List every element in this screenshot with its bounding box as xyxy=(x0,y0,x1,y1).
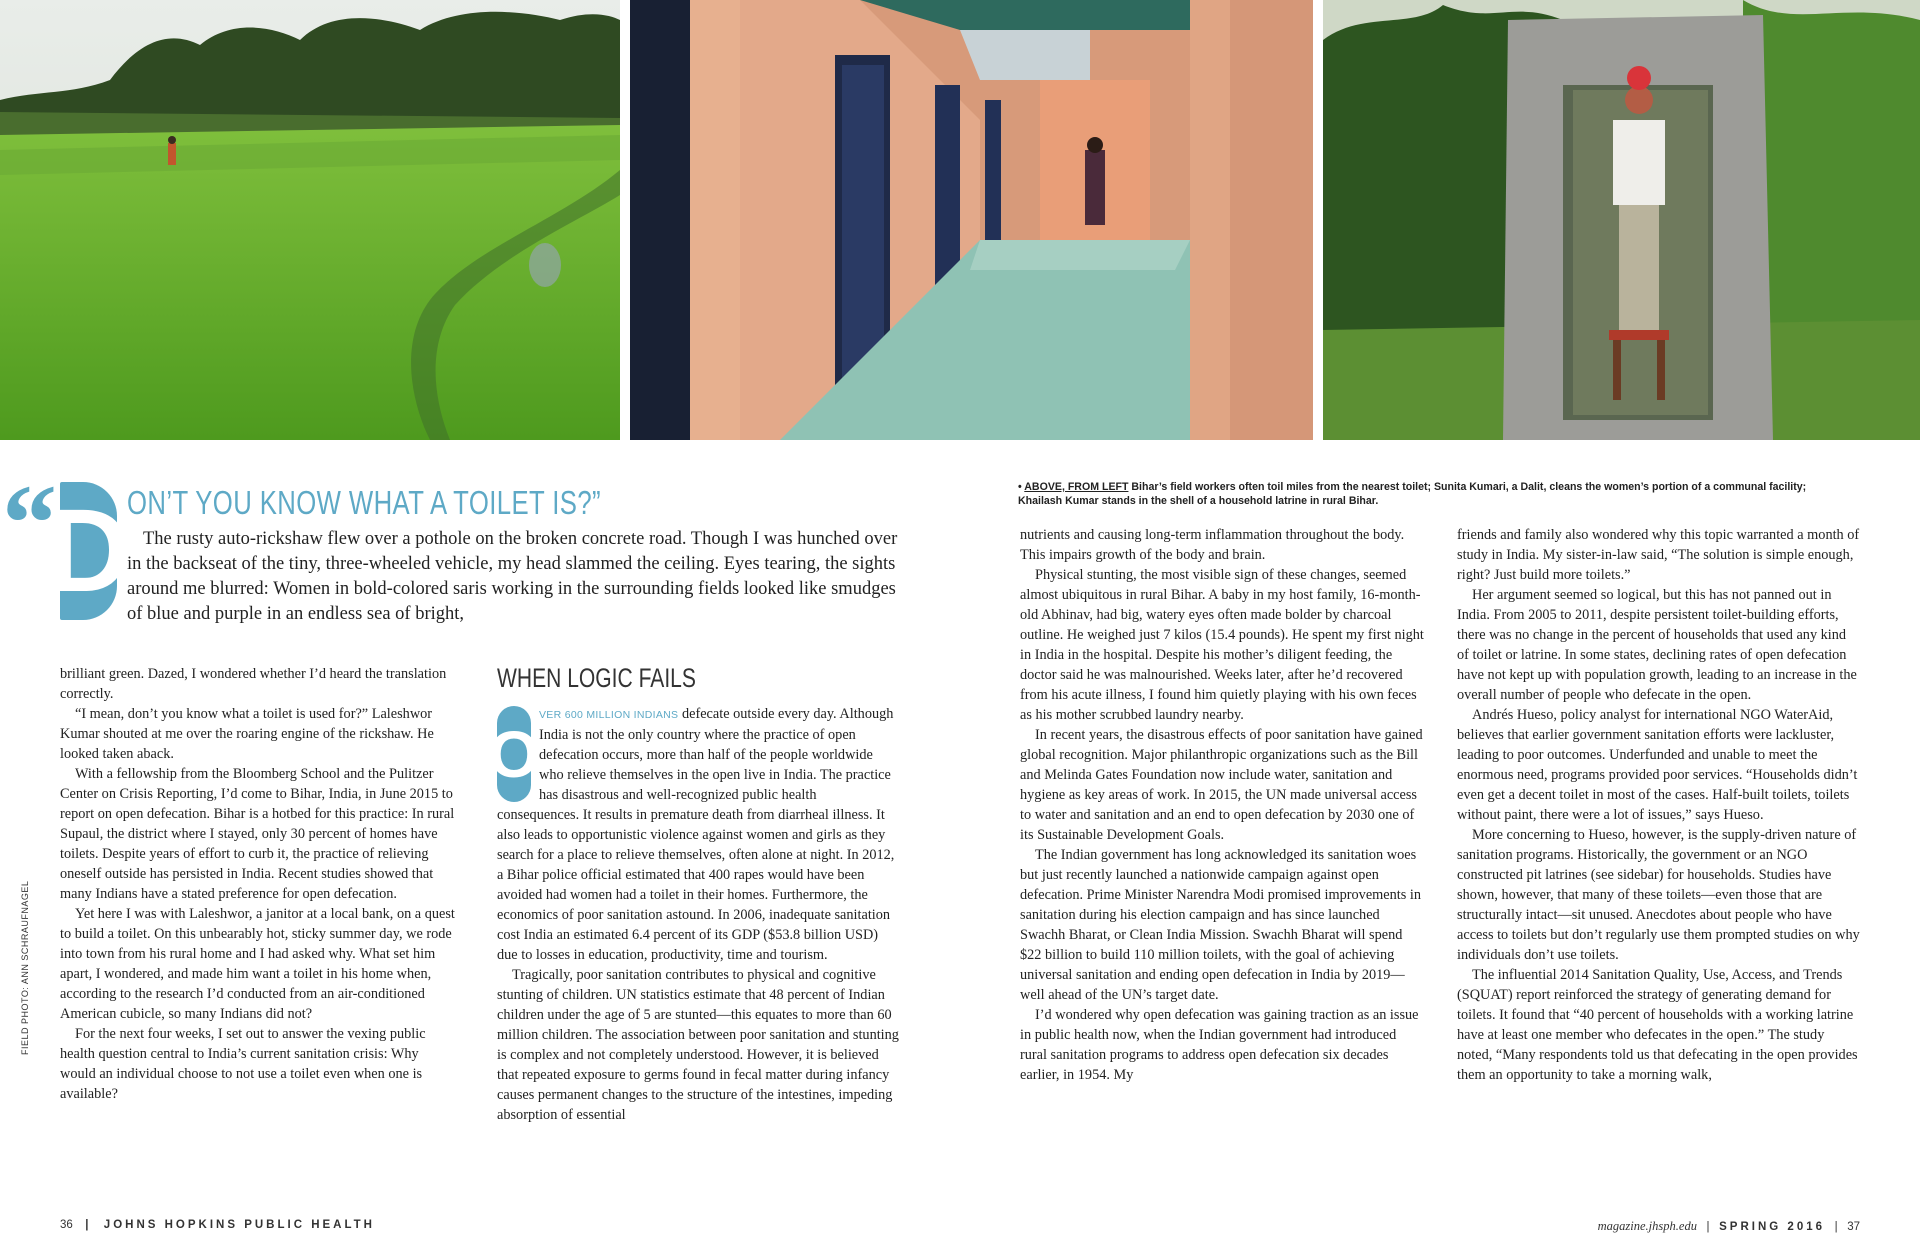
paragraph: I’d wondered why open defecation was gaining traction as an issue in public health now, when the Indian government had introduced rural sanitation programs to address open defecation six decades earlier, in 1954. My xyxy=(1020,1007,1419,1083)
intro-text: The rusty auto-rickshaw flew over a pothole on the broken concrete road. Though I was hunched over in the backseat of the tiny, three-wheeled vehicle, my head slammed the ceiling. Eyes tearing, the sights around me blurred: Women in bold-colored saris working in the surrounding fields looked like smudges of blue and purple in an endless sea of bright, xyxy=(127,529,898,624)
caption-text: Bihar’s field workers often toil miles from the nearest toilet; Sunita Kumari, a Dalit, cleans the women’s portion of a communal facility; Khailash Kumar stands in the shell of a household latrine in rural Bihar. xyxy=(1018,481,1807,507)
paragraph: With a fellowship from the Bloomberg School and the Pulitzer Center on Crisis Reporting, I’d come to Bihar, India, in June 2015 to report on open defecation. Bihar is a hotbed for this practice: In rural Supaul, the district where I stayed, only 30 percent of homes have toilets. Despite years of effort to curb it, the practice of relieving oneself outside has persisted in India. Recent studies showed that many Indians have a stated preference for open defecation. xyxy=(60,766,455,902)
paragraph: More concerning to Hueso, however, is the supply-driven nature of sanitation programs. Historically, the government or an NGO constructed pit latrines (see sidebar) for households. Studies have shown, however, that many of these toilets—even those that are structurally intact—sit unused. Anecdotes about people who have access to toilets but don’t regularly use them prompted studies on why individuals don’t use toilets. xyxy=(1457,827,1860,963)
publication-name: JOHNS HOPKINS PUBLIC HEALTH xyxy=(103,1219,375,1231)
paragraph: In recent years, the disastrous effects of poor sanitation have gained global recognition. Major philanthropic organizations such as the Bill and Melinda Gates Foundation now include water, sanitation and hygiene as key areas of work. In 2015, the UN made universal access to water and sanitation and an end to open defecation by 2030 one of its Sustainable Development Goals. xyxy=(1020,727,1423,843)
paragraph: Physical stunting, the most visible sign of these changes, seemed almost ubiquitous in rural Bihar. A baby in my host family, 16-month-old Abhinav, had big, watery eyes often made bolder by charcoal outline. He weighed just 7 kilos (15.4 pounds). He spent my first night in India in the hospital. Despite his mother’s diligent feeding, the doctor said he was malnourished. Weeks later, after he’d recovered from his acute illness, I found him quietly playing with his own feces as his mother scrubbed laundry nearby. xyxy=(1020,567,1424,723)
photo-rice-field xyxy=(0,0,620,440)
magazine-url: magazine.jhsph.edu xyxy=(1597,1219,1697,1233)
photo-communal-facility xyxy=(630,0,1313,440)
caption-lead: ABOVE, FROM LEFT xyxy=(1024,481,1129,493)
paragraph: Yet here I was with Laleshwor, a janitor at a local bank, on a quest to build a toilet. On this unbearably hot, sticky summer day, we rode into town from his rural home and I had asked why. What set him apart, I wondered, and made him want a toilet in his home when, according to the research I’d conducted from an air-conditioned American cubicle, so many Indians did not? xyxy=(60,906,455,1022)
photo-latrine-shell xyxy=(1323,0,1920,440)
paragraph: brilliant green. Dazed, I wondered whether I’d heard the translation correctly. xyxy=(60,666,447,702)
issue-season: SPRING 2016 xyxy=(1719,1221,1826,1233)
intro-paragraph xyxy=(127,527,912,627)
paragraph: friends and family also wondered why this topic warranted a month of study in India. My sister-in-law said, “The solution is simple enough, right? Just build more toilets.” xyxy=(1457,527,1860,583)
page-number-left: 36 xyxy=(60,1219,73,1231)
caption-bullet: • xyxy=(1018,481,1022,493)
photo-caption xyxy=(1018,480,1848,508)
footer-separator: | xyxy=(1834,1221,1838,1233)
paragraph: For the next four weeks, I set out to answer the vexing public health question central to India’s current sanitation crisis: Why would an individual choose to not use a toilet even when one is available? xyxy=(60,1026,426,1102)
body-column-2 xyxy=(488,704,900,1125)
footer-left xyxy=(60,1219,375,1231)
footer-right xyxy=(1598,1219,1860,1234)
body-column-3 xyxy=(1020,525,1424,1085)
paragraph-rest: defecate outside every day. Although India is not the only country where the practice of open defecation occurs, more than half of the people worldwide who relieve themselves in the open live in India. The practice has disastrous and well-recognized public health consequences. It results in premature death from diarrheal illness. It also leads to opportunistic violence against women and girls as they search for a place to relieve themselves, often alone at night. In 2012, a Bihar police official estimated that 400 rapes would have been avoided had women had a toilet in their homes. Furthermore, the economics of poor sanitation astound. In 2006, inadequate sanitation cost India an estimated 6.4 percent of its GDP ($53.8 billion USD) due to losses in education, productivity, time and tourism. xyxy=(497,706,895,963)
paragraph: The influential 2014 Sanitation Quality, Use, Access, and Trends (SQUAT) report reinforced the strategy of generating demand for toilets. It found that “40 percent of households with a working latrine have at least one member who defecates in the open.” The study noted, “Many respondents told us that defecating in the open provides them an opportunity to take a morning walk, xyxy=(1457,967,1858,1083)
section-drop-cap: O xyxy=(497,706,531,802)
headline-drop-cap: D xyxy=(60,482,117,620)
headline: ON’T YOU KNOW WHAT A TOILET IS?” xyxy=(127,484,602,521)
page-number-right: 37 xyxy=(1847,1221,1860,1233)
paragraph: Her argument seemed so logical, but this has not panned out in India. From 2005 to 2011, despite persistent toilet-building efforts, there was no change in the percent of households that used any kind of toilet or latrine. In some states, declining rates of open defecation have not kept up with population growth, leading to an increase in the overall number of people who defecate in the open. xyxy=(1457,587,1857,703)
paragraph: The Indian government has long acknowledged its sanitation woes but just recently launched a nationwide campaign against open defecation. Prime Minister Narendra Modi promised improvements in sanitation during his election campaign and has since launched Swachh Bharat, or Clean India Mission. Swachh Bharat will spend $22 billion to build 110 million toilets, with the goal of achieving universal sanitation and ending open defecation in India by 2019—well ahead of the UN’s target date. xyxy=(1020,847,1422,1003)
paragraph xyxy=(488,704,900,965)
paragraph: Andrés Hueso, policy analyst for international NGO WaterAid, believes that earlier government sanitation efforts were lackluster, leading to poor outcomes. Underfunded and unable to meet the enormous need, programs provided poor services. “Households didn’t even get a decent toilet in most of the cases. Half-built toilets, toilets without paint, there were a lot of issues,” says Hueso. xyxy=(1457,707,1858,823)
paragraph: nutrients and causing long-term inflammation throughout the body. This impairs growth of the body and brain. xyxy=(1020,527,1405,563)
paragraph: “I mean, don’t you know what a toilet is used for?” Laleshwor Kumar shouted at me over the roaring engine of the rickshaw. He looked taken aback. xyxy=(60,706,434,762)
footer-separator: | xyxy=(1706,1221,1710,1233)
paragraph: Tragically, poor sanitation contributes to physical and cognitive stunting of children. UN statistics estimate that 48 percent of Indian children under the age of 5 are stunted—this equates to more than 60 million children. The association between poor sanitation and stunting is complex and not completely understood. However, it is believed that repeated exposure to germs found in fecal matter during infancy causes permanent changes to the structure of the intestines, impeding absorption of essential xyxy=(497,967,899,1123)
body-column-1 xyxy=(60,664,456,1104)
photo-credit: FIELD PHOTO: ANN SCHRAUFNAGEL xyxy=(20,880,30,1055)
lead-caps: VER 600 MILLION INDIANS xyxy=(539,709,679,721)
section-subhead: WHEN LOGIC FAILS xyxy=(497,663,696,693)
body-column-4 xyxy=(1457,525,1861,1085)
quote-mark: “ xyxy=(2,462,47,584)
footer-separator: | xyxy=(85,1219,92,1231)
